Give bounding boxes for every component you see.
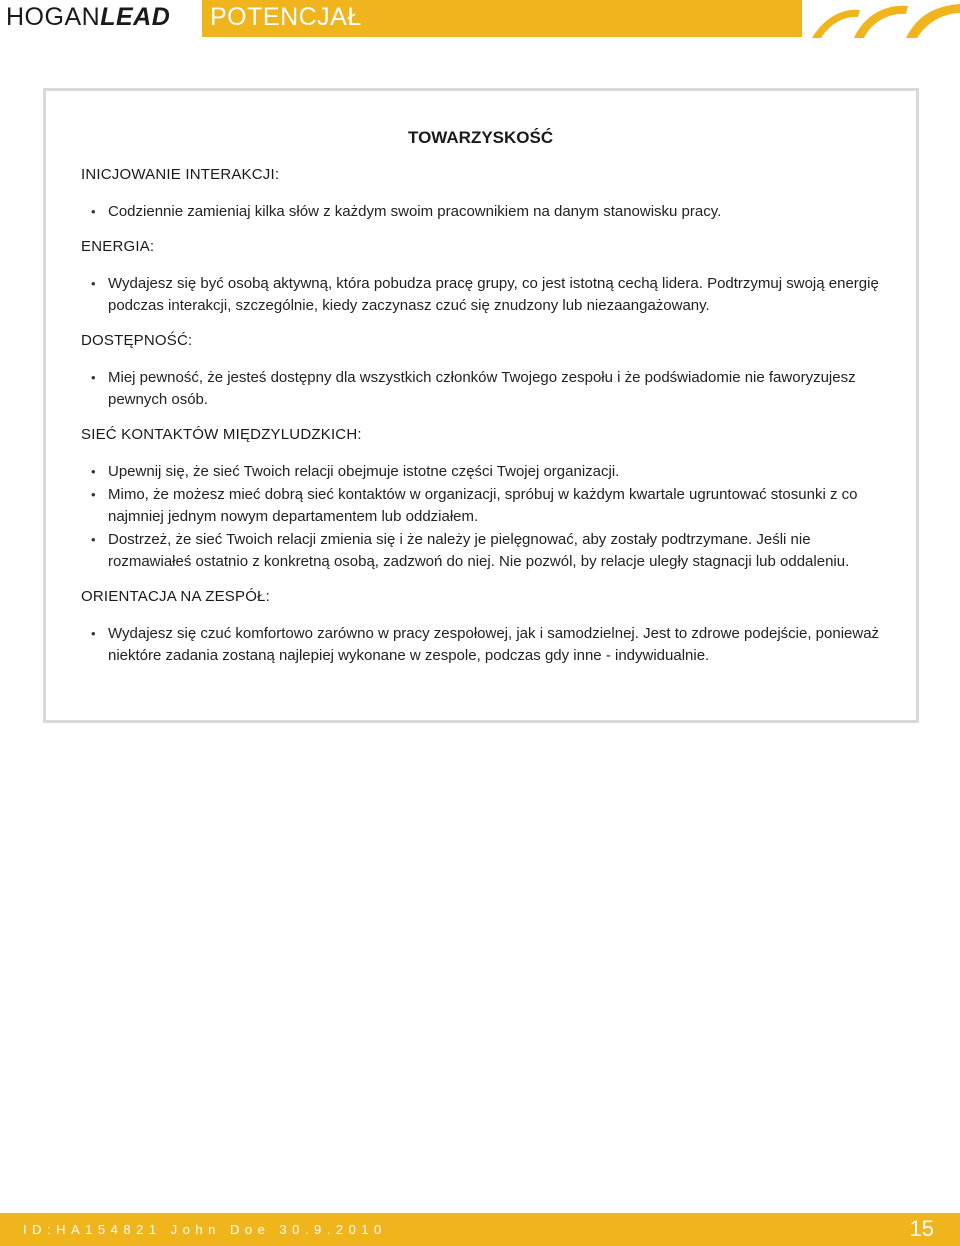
brand-part-hogan: HOGAN (6, 3, 101, 31)
list-item: • Upewnij się, że sieć Twoich relacji obejmuje istotne części Twojej organizacji. (81, 461, 881, 483)
heading-network: SIEĆ KONTAKTÓW MIĘDZYLUDZKICH: (81, 426, 362, 443)
heading-availability: DOSTĘPNOŚĆ: (81, 332, 193, 349)
page-header (0, 0, 960, 38)
brand-part-lead: LEAD (100, 3, 171, 31)
list-energy (81, 273, 881, 317)
list-initiating-interaction (81, 201, 881, 223)
product-name: POTENCJAŁ (210, 3, 362, 31)
list-network (81, 461, 881, 573)
list-item: • Miej pewność, że jesteś dostępny dla wszystkich członków Twojego zespołu i że podświadomie nie faworyzujesz pewnych osób. (81, 367, 881, 411)
section-content (81, 165, 881, 681)
list-item: • Codziennie zamieniaj kilka słów z każdym swoim pracownikiem na danym stanowisku pracy. (81, 201, 881, 223)
list-item: • Dostrzeż, że sieć Twoich relacji zmienia się i że należy je pielęgnować, aby zostały podtrzymane. Jeśli nie rozmawiałeś ostatnio z konkretną osobą, zadzwoń do niej. Nie pozwól, by relacje uległy stagnacji lub oddaleniu. (81, 529, 881, 573)
footer-report-id: ID:HA154821 John Doe 30.9.2010 (23, 1222, 387, 1237)
heading-energy: ENERGIA: (81, 238, 155, 255)
content-panel (43, 88, 919, 723)
section-title: TOWARZYSKOŚĆ (408, 128, 554, 147)
list-item: • Mimo, że możesz mieć dobrą sieć kontaktów w organizacji, spróbuj w każdym kwartale ugruntować stosunki z co najmniej jednym nowym departamentem lub oddziałem. (81, 484, 881, 528)
heading-initiating-interaction: INICJOWANIE INTERAKCJI: (81, 166, 280, 183)
list-availability (81, 367, 881, 411)
yellow-arc-logo-icon (808, 0, 960, 38)
brand-wordmark (6, 3, 170, 32)
list-item: • Wydajesz się być osobą aktywną, która pobudza pracę grupy, co jest istotną cechą lidera. Podtrzymuj swoją energię podczas interakcji, szczególnie, kiedy zaczynasz czuć się znudzony lub niezaangażowany. (81, 273, 881, 317)
page-footer (0, 1213, 960, 1246)
heading-team-orientation: ORIENTACJA NA ZESPÓŁ: (81, 588, 270, 605)
page-number: 15 (909, 1216, 934, 1241)
product-banner (202, 0, 802, 37)
list-team-orientation (81, 623, 881, 667)
list-item: • Wydajesz się czuć komfortowo zarówno w pracy zespołowej, jak i samodzielnej. Jest to zdrowe podejście, ponieważ niektóre zadania zostaną najlepiej wykonane w zespole, podczas gdy inne - indywidualnie. (81, 623, 881, 667)
